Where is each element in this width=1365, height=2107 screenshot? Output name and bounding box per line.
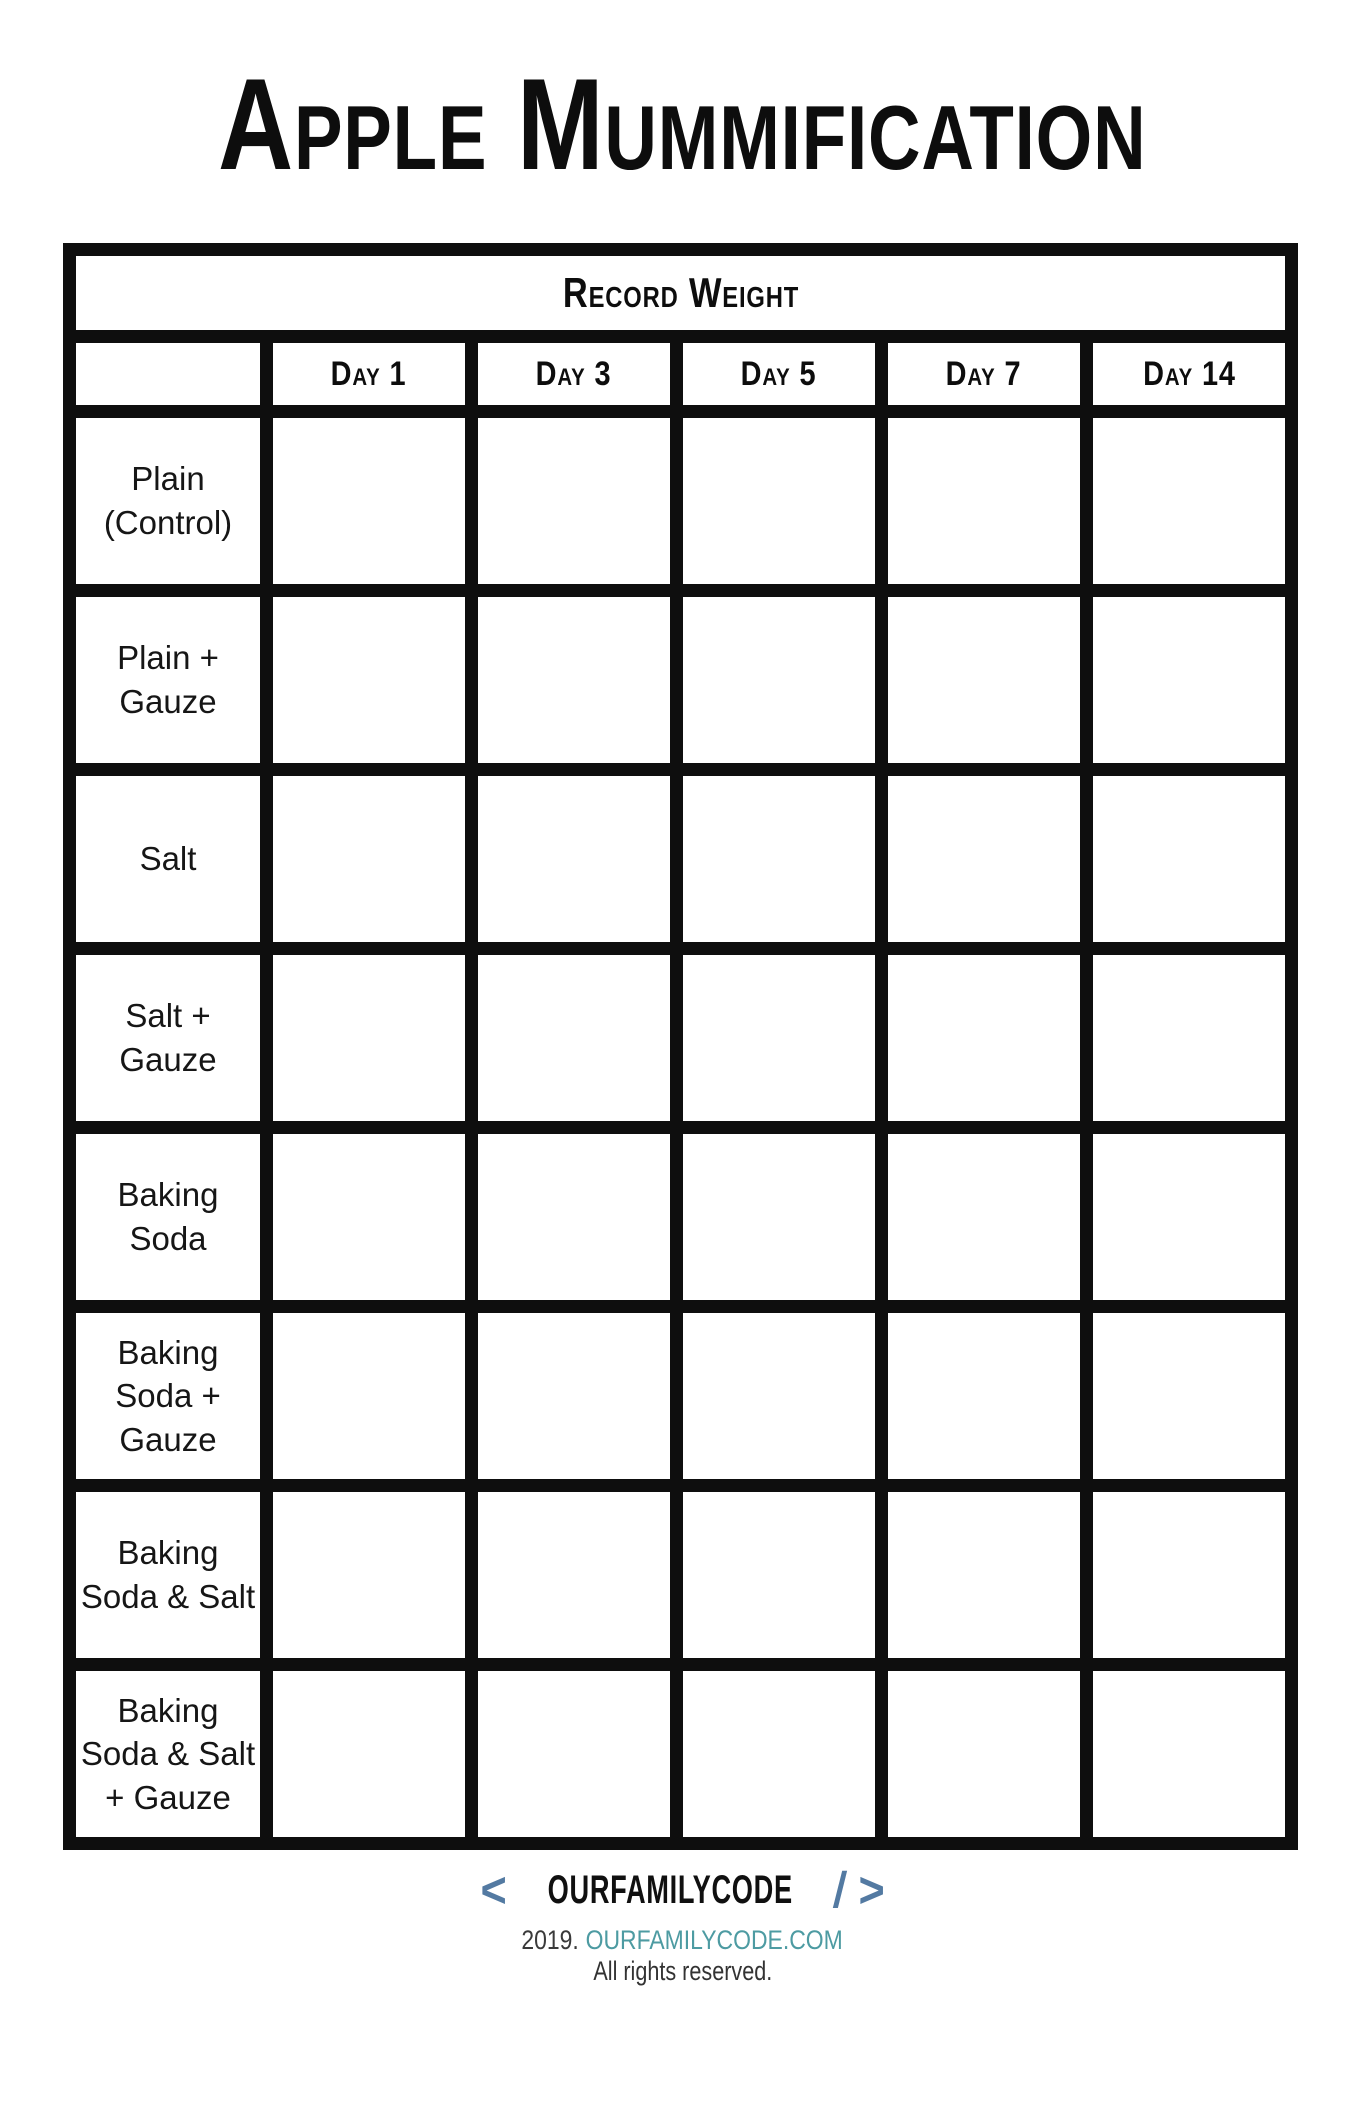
entry-cell [683, 1134, 875, 1300]
table-row [76, 1134, 1285, 1300]
entry-cell [683, 418, 875, 584]
table-row [76, 418, 1285, 584]
entry-cell [273, 597, 465, 763]
col-header-label: Day 1 [331, 354, 407, 393]
table-row [76, 597, 1285, 763]
entry-cell [683, 1671, 875, 1837]
col-header-day-14 [1093, 343, 1285, 405]
entry-cell [273, 1492, 465, 1658]
entry-cell [1093, 418, 1285, 584]
entry-cell [478, 1671, 670, 1837]
entry-cell [273, 1313, 465, 1479]
row-label-baking-soda-gauze: Baking Soda + Gauze [76, 1313, 260, 1479]
entry-cell [273, 1134, 465, 1300]
row-label-salt-gauze: Salt + Gauze [76, 955, 260, 1121]
col-header-label: Day 3 [536, 354, 612, 393]
entry-cell [888, 776, 1080, 942]
entry-cell [273, 418, 465, 584]
entry-cell [888, 1671, 1080, 1837]
col-header-day-5 [683, 343, 875, 405]
left-angle-bracket-icon: < [480, 1862, 507, 1918]
site-link[interactable]: OURFAMILYCODE.COM [586, 1925, 844, 1955]
entry-cell [273, 955, 465, 1121]
table-title-row [76, 256, 1285, 330]
col-header-day-1 [273, 343, 465, 405]
page-title-text: Apple Mummification [218, 51, 1147, 197]
logo-text: OURFAMILYCODE [547, 1867, 794, 1912]
entry-cell [888, 597, 1080, 763]
entry-cell [478, 955, 670, 1121]
entry-cell [888, 955, 1080, 1121]
table-row [76, 1313, 1285, 1479]
col-header-day-7 [888, 343, 1080, 405]
col-header-label: Day 14 [1142, 354, 1236, 393]
entry-cell [478, 418, 670, 584]
table-title-cell [76, 256, 1285, 330]
row-label-baking-soda-salt-gauze: Baking Soda & Salt + Gauze [76, 1671, 260, 1837]
entry-cell [888, 1313, 1080, 1479]
rights-text: All rights reserved. [593, 1956, 772, 1986]
row-label-baking-soda: Baking Soda [76, 1134, 260, 1300]
entry-cell [683, 1313, 875, 1479]
entry-cell [888, 418, 1080, 584]
entry-cell [478, 1134, 670, 1300]
row-label-plain-gauze: Plain + Gauze [76, 597, 260, 763]
entry-cell [1093, 776, 1285, 942]
table-row [76, 776, 1285, 942]
corner-cell [76, 343, 260, 405]
entry-cell [478, 597, 670, 763]
row-label-plain-control: Plain (Control) [76, 418, 260, 584]
table-title: Record Weight [562, 269, 799, 316]
entry-cell [1093, 1492, 1285, 1658]
table-row [76, 1671, 1285, 1837]
entry-cell [478, 1313, 670, 1479]
row-label-salt: Salt [76, 776, 260, 942]
col-header-day-3 [478, 343, 670, 405]
entry-cell [888, 1134, 1080, 1300]
entry-cell [1093, 955, 1285, 1121]
entry-cell [683, 1492, 875, 1658]
entry-cell [273, 1671, 465, 1837]
entry-cell [1093, 1313, 1285, 1479]
footer [0, 1862, 1365, 1986]
entry-cell [1093, 1134, 1285, 1300]
row-label-baking-soda-salt: Baking Soda & Salt [76, 1492, 260, 1658]
table-row [76, 955, 1285, 1121]
right-angle-bracket-icon: > [858, 1862, 885, 1918]
slash-icon: / [831, 1862, 849, 1918]
entry-cell [683, 955, 875, 1121]
page-title [0, 51, 1365, 197]
entry-cell [273, 776, 465, 942]
entry-cell [683, 597, 875, 763]
entry-cell [888, 1492, 1080, 1658]
entry-cell [478, 1492, 670, 1658]
col-header-label: Day 5 [741, 354, 817, 393]
record-weight-table [63, 243, 1298, 1850]
col-header-label: Day 7 [946, 354, 1022, 393]
entry-cell [1093, 1671, 1285, 1837]
ourfamilycode-logo [0, 1862, 1365, 1918]
table-row [76, 1492, 1285, 1658]
copyright-year: 2019. [521, 1925, 580, 1955]
copyright-line [0, 1924, 1365, 1956]
entry-cell [478, 776, 670, 942]
column-header-row [76, 343, 1285, 405]
entry-cell [1093, 597, 1285, 763]
entry-cell [683, 776, 875, 942]
rights-line [0, 1956, 1365, 1986]
